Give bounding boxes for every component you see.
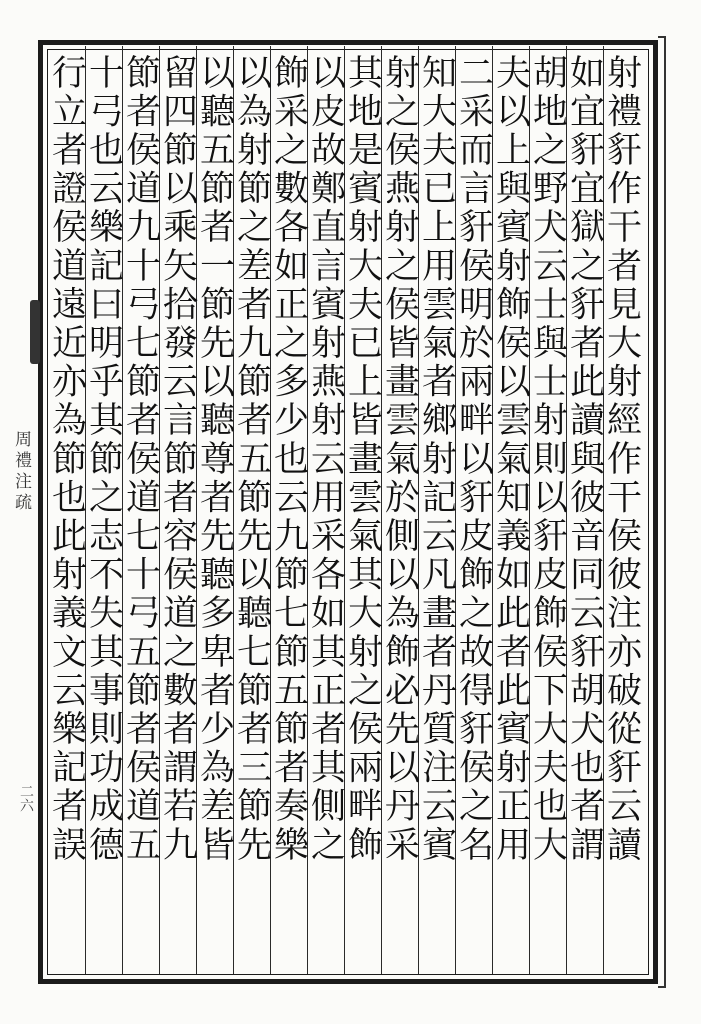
text-column: 夫以上與賓射飾侯以雲氣知義如此者此賓射正用 — [490, 54, 531, 865]
text-column: 飾采之數各如正之多少也云九節七節五節者奏樂 — [268, 54, 309, 865]
text-column: 知大夫已上用雲氣者鄉射記云凡畫者丹質注云賓 — [416, 54, 457, 865]
margin-book-title: 周禮注疏 — [11, 430, 31, 514]
text-column: 射之侯燕射之侯皆畫雲氣於側以為飾必先以丹采 — [379, 54, 420, 865]
text-column: 射禮豻作干者見大射經作干侯彼注亦破從豻云讀 — [601, 54, 642, 865]
text-column: 其地是賓射大夫已上皆畫雲氣其大射之侯兩畔飾 — [342, 54, 383, 865]
text-column: 以聽五節者一節先以聽尊者先聽多卑者少為差皆 — [194, 54, 235, 865]
margin-leaf-number: 二六 — [18, 784, 34, 812]
text-column: 如宜豻宜獄之豻者此讀與彼音同云豻胡犬也者謂 — [564, 54, 605, 865]
text-column: 行立者證侯道遠近亦為節也此射義文云樂記者誤 — [46, 54, 87, 865]
text-column: 十弓也云樂記曰明乎其節之志不失其事則功成德 — [83, 54, 124, 865]
text-column: 二采而言豻侯明於兩畔以豻皮飾之故得豻侯之名 — [453, 54, 494, 865]
text-column: 以皮故鄭直言賓射燕射云用采各如其正者其側之 — [305, 54, 346, 865]
text-column: 留四節以乘矢拾發云言節者容侯道之數者謂若九 — [157, 54, 198, 865]
text-column: 節者侯道九十弓七節者侯道七十弓五節者侯道五 — [120, 54, 161, 865]
text-column: 胡地之野犬云士與士射則以豻皮飾侯下大夫也大 — [527, 54, 568, 865]
text-column: 以為射節之差者九節者五節先以聽七節者三節先 — [231, 54, 272, 865]
frame-edge-right — [658, 36, 666, 988]
binding-mark — [30, 300, 40, 364]
